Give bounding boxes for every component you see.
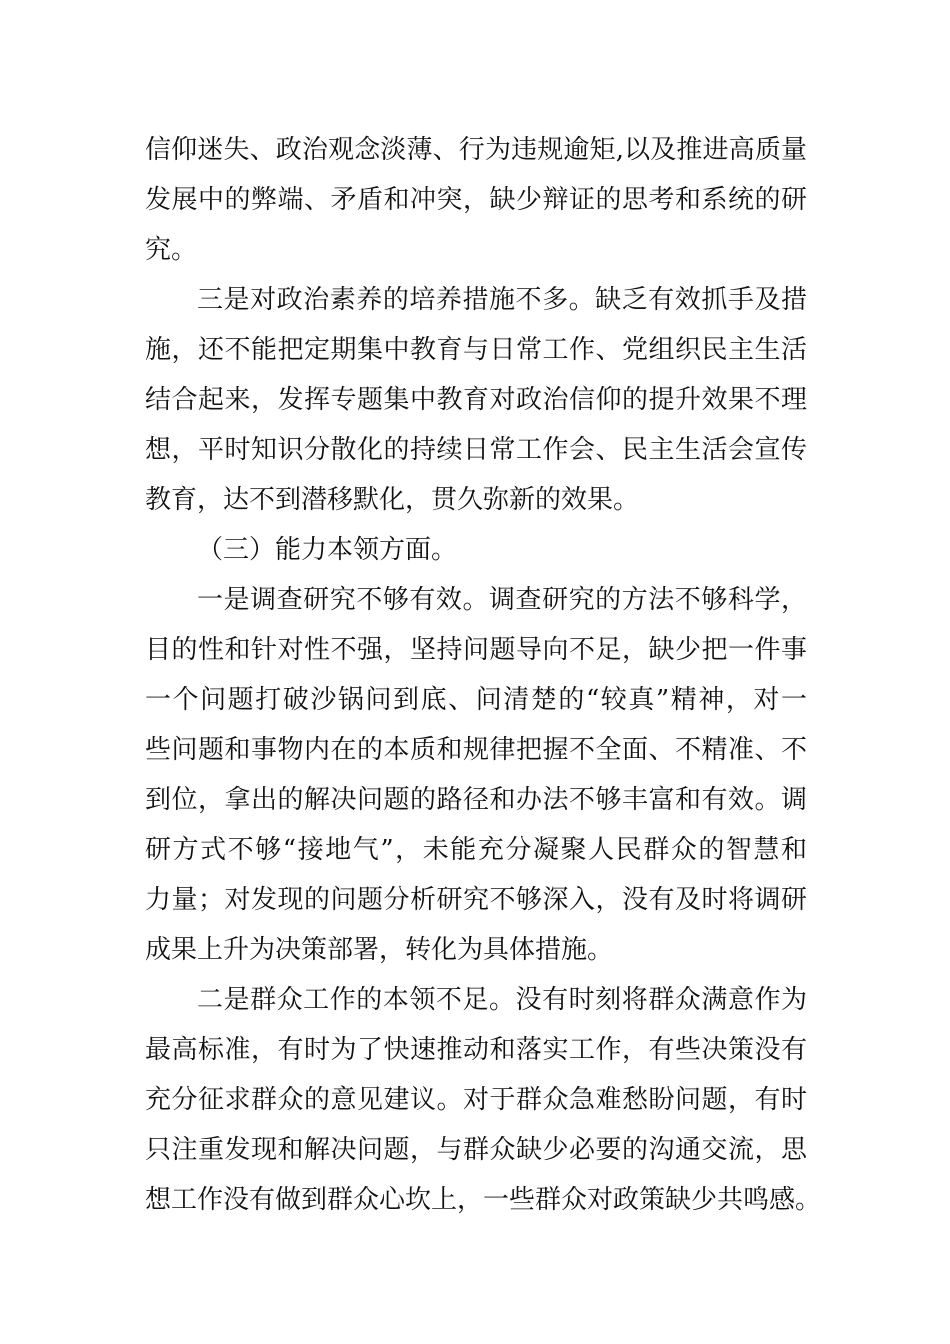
text-line: 一个问题打破沙锅问到底、问清楚的“较真”精神，对一 xyxy=(145,685,807,715)
text-line: 到位，拿出的解决问题的路径和办法不够丰富和有效。调 xyxy=(145,785,807,815)
text-line: 发展中的弊端、矛盾和冲突，缺少辩证的思考和系统的研 xyxy=(145,185,807,215)
text-line: 二是群众工作的本领不足。没有时刻将群众满意作为 xyxy=(197,985,807,1015)
paragraph xyxy=(145,975,822,1225)
text-line: （三）能力本领方面。 xyxy=(197,535,458,565)
paragraph xyxy=(145,125,807,275)
text-line: 想工作没有做到群众心坎上，一些群众对政策缺少共鸣感。 xyxy=(145,1185,822,1215)
text-line: 最高标准，有时为了快速推动和落实工作，有些决策没有 xyxy=(145,1035,807,1065)
text-line: 一是调查研究不够有效。调查研究的方法不够科学， xyxy=(197,585,807,615)
document-body xyxy=(145,125,822,1225)
paragraph xyxy=(145,525,807,575)
text-line: 些问题和事物内在的本质和规律把握不全面、不精准、不 xyxy=(145,735,807,765)
paragraph xyxy=(145,275,807,525)
text-line: 信仰迷失、政治观念淡薄、行为违规逾矩,以及推进高质量 xyxy=(145,135,807,165)
text-line: 教育，达不到潜移默化，贯久弥新的效果。 xyxy=(145,485,640,515)
text-line: 究。 xyxy=(145,235,198,265)
text-line: 施，还不能把定期集中教育与日常工作、党组织民主生活 xyxy=(145,335,807,365)
text-line: 充分征求群众的意见建议。对于群众急难愁盼问题，有时 xyxy=(145,1085,807,1115)
text-line: 目的性和针对性不强，坚持问题导向不足，缺少把一件事 xyxy=(145,635,807,665)
text-line: 想，平时知识分散化的持续日常工作会、民主生活会宣传 xyxy=(145,435,807,465)
text-line: 研方式不够“接地气”，未能充分凝聚人民群众的智慧和 xyxy=(145,835,807,865)
text-line: 成果上升为决策部署，转化为具体措施。 xyxy=(145,935,614,965)
text-line: 结合起来，发挥专题集中教育对政治信仰的提升效果不理 xyxy=(145,385,807,415)
text-line: 三是对政治素养的培养措施不多。缺乏有效抓手及措 xyxy=(197,285,807,315)
text-line: 力量；对发现的问题分析研究不够深入，没有及时将调研 xyxy=(145,885,807,915)
text-line: 只注重发现和解决问题，与群众缺少必要的沟通交流，思 xyxy=(145,1135,807,1165)
paragraph xyxy=(145,575,807,975)
